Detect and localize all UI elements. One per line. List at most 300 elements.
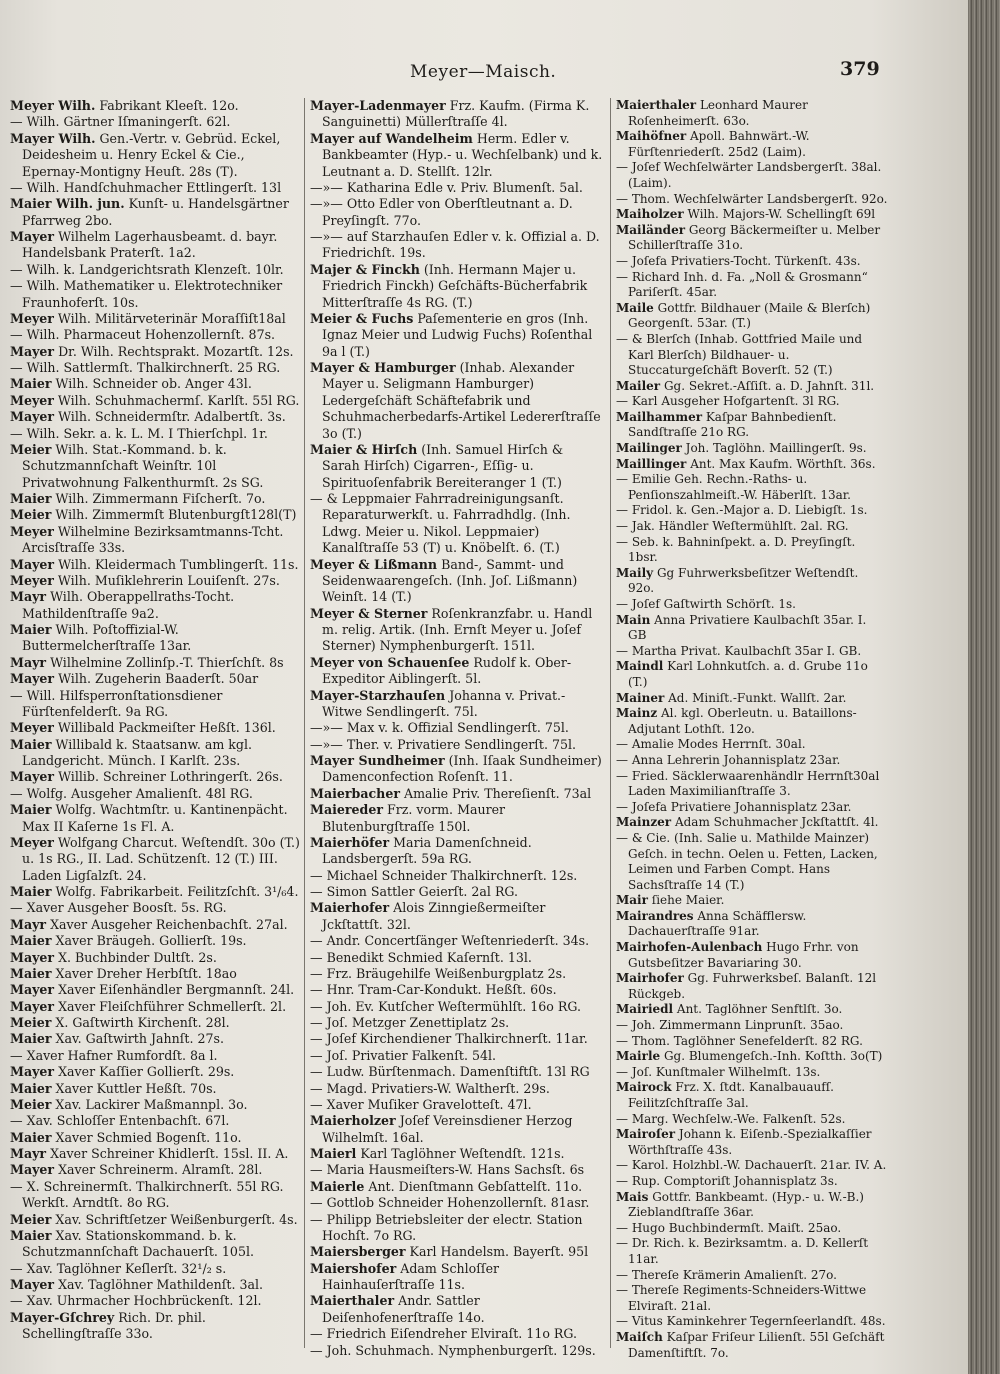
entry-details: Ant. Max Kaufm. Wörthſt. 36s. [686,456,876,471]
directory-entry [10,278,300,311]
directory-entry [310,1212,604,1245]
page-header [0,58,968,86]
entry-details: Andr. Sattler Deiſenhofenerſtraſſe 14o. [322,1293,485,1325]
entry-details: Wilh. Militärveterinär Moraſſiſt18al [53,310,286,326]
directory-entry [616,254,888,270]
entry-details: — Wilh. Mathematiker u. Elektrotechniker Fraunhoferſt. 10s. [10,278,283,310]
entry-details: —»— Max v. k. Offizial Sendlingerſt. 75l. [310,720,569,736]
entry-surname: Mayer Sundheimer [310,753,445,768]
entry-surname: Maierl [310,1146,357,1161]
entry-surname: Mayr [10,1146,47,1161]
entry-details: Hugo Frhr. von Gutsbeſitzer Bavariaring 30. [628,940,859,970]
directory-entry [10,114,300,130]
directory-entry [616,893,888,909]
entry-surname: Mayer-Gſchrey [10,1309,115,1325]
entry-details: Wolfgang Charcut. Weſtendſt. 30o (T.) u. 1s RG., II. Lad. Schützenſt. 12 (T.) III. Laden Ligſalzſt. 24. [22,834,300,883]
directory-entry [10,507,300,523]
directory-entry [616,160,888,191]
entry-details: Anna Privatiere Kaulbachſt 35ar. I. GB [628,612,867,643]
entry-surname: Majer & Finckh [310,261,420,277]
directory-entry [310,131,604,180]
entry-details: Wilh. Schneider ob. Anger 43l. [51,376,252,392]
entry-details: Gg Fuhrwerksbeſitzer Weſtendſt. 92o. [628,565,859,596]
entry-surname: Maiholzer [616,207,684,222]
directory-entry [310,1064,604,1080]
entry-surname: Maierthaler [310,1293,395,1309]
entry-surname: Meier [10,441,52,457]
entry-details: Karl Handelsm. Bayerſt. 95l [405,1244,589,1260]
directory-entry [616,644,888,660]
directory-entry [10,1310,300,1343]
entry-details: — Joſef Wechſelwärter Landsbergerſt. 38al. (Laim). [616,160,882,190]
directory-entry [310,196,604,229]
directory-entry [10,1261,300,1277]
directory-entry [10,737,300,770]
entry-details: — Emilie Geh. Rechn.-Raths- u. Penſionszahlmeiſt.-W. Häberlſt. 13ar. [616,472,851,502]
entry-details: Xaver Eiſenhändler Bergmannſt. 24l. [54,982,295,998]
entry-surname: Maier [10,1031,52,1047]
entry-details: Fabrikant Kleeſt. 12o. [95,98,239,113]
directory-entry [310,802,604,835]
entry-details: Roſenkranzfabr. u. Handl m. relig. Artik. (Inh. Ernſt Meyer u. Joſef Sterner) Nymphenburgerſt. 151l. [322,605,593,654]
directory-entry [616,1158,888,1174]
directory-entry [10,655,300,671]
directory-entry [616,535,888,566]
entry-details: — Thom. Wechſelwärter Landsbergerſt. 92o. [616,191,888,206]
entry-surname: Meier & Fuchs [310,310,414,326]
directory-entry [310,311,604,360]
directory-entry [10,622,300,655]
directory-entry [310,884,604,900]
directory-entry [310,1179,604,1195]
directory-entry [10,720,300,736]
entry-surname: Meier [10,1015,52,1030]
directory-entry [10,1015,300,1031]
entry-details: — Joſefa Privatiers-Tocht. Türkenſt. 43s. [616,253,861,268]
entry-details: — Wilh. Sattlermſt. Thalkirchnerſt. 25 RG. [10,360,281,375]
entry-surname: Meyer & Lißmann [310,556,438,572]
entry-details: — Friedrich Eiſendreher Elviraſt. 11o RG. [310,1326,578,1342]
entry-surname: Mayer [10,343,55,359]
entry-details: Xav. Stationskommand. b. k. Schutzmannſchaft Dachauerſt. 105l. [22,1227,254,1260]
entry-details: Gg. Sekret.-Aſſiſt. a. D. Jahnſt. 31l. [660,378,875,393]
entry-surname: Mayr [10,589,47,605]
directory-entry [10,1293,300,1309]
directory-entry [616,940,888,971]
entry-details: Willibald Packmeiſter Heßſt. 136l. [53,720,276,736]
entry-details: Xaver Schmied Bogenſt. 11o. [51,1129,242,1145]
entry-surname: Mailer [616,378,661,393]
entry-details: Xaver Bräugeh. Gollierſt. 19s. [51,933,247,949]
entry-details: Gottfr. Bildhauer (Maile & Blerſch) Georgenſt. 53ar. (T.) [628,300,871,331]
directory-entry [10,98,300,114]
entry-details: Rudolf k. Ober-Expeditor Aiblingerſt. 5l. [322,654,572,687]
directory-entry [616,566,888,597]
entry-details: Band-, Sammt- und Seidenwaarengeſch. (Inh. Joſ. Lißmann) Weinſt. 14 (T.) [322,556,578,605]
entry-surname: Mayer [10,949,55,965]
directory-entry [10,376,300,392]
entry-details: — Michael Schneider Thalkirchnerſt. 12s. [310,867,578,883]
directory-entry [616,1065,888,1081]
directory-entry [616,1080,888,1111]
directory-entry [616,270,888,301]
entry-surname: Maier [10,965,52,981]
directory-entry [10,900,300,916]
entry-details: X. Gaſtwirth Kirchenſt. 28l. [51,1015,230,1030]
entry-surname: Mayer [10,1162,55,1178]
directory-entry [10,1277,300,1293]
directory-entry [10,1113,300,1129]
directory-entry [616,223,888,254]
entry-details: — Joh. Schuhmach. Nymphenburgerſt. 129s. [310,1342,596,1358]
entry-surname: Meyer [10,572,54,588]
entry-surname: Mayer Wilh. [10,130,96,146]
directory-entry [310,1244,604,1260]
entry-details: — Xav. Taglöhner Keſlerſt. 32¹/₂ s. [10,1260,227,1276]
directory-entry [310,720,604,736]
directory-entry [10,884,300,900]
directory-entry [310,1081,604,1097]
entry-details: — Joſ. Kunſtmaler Wilhelmſt. 13s. [616,1064,821,1079]
directory-entry [616,800,888,816]
entry-details: Xaver Dreher Herbſtſt. 18ao [51,965,237,981]
entry-surname: Mayer [10,229,55,244]
directory-entry [616,1127,888,1158]
entry-surname: Maier Wilh. jun. [10,196,125,212]
directory-entry [10,393,300,409]
entry-details: Xaver Schreiner Khidlerſt. 15sl. II. A. [46,1146,289,1161]
entry-details: Rich. Dr. phil. Schellingſtraſſe 33o. [22,1309,206,1342]
entry-details: — Joſ. Metzger Zenettiplatz 2s. [310,1015,510,1030]
entry-details: — Philipp Betriebsleiter der electr. Station Hochſt. 7o RG. [310,1211,583,1243]
entry-surname: Mayer [10,409,55,425]
entry-details: Xaver Ausgeher Reichenbachſt. 27al. [46,916,288,932]
directory-entry [310,868,604,884]
entry-details: Wilh. Zimmermann Fiſcherſt. 7o. [51,491,266,506]
entry-details: — Andr. Concertſänger Weſtenriederſt. 34s. [310,933,590,949]
directory-entry [310,1048,604,1064]
entry-surname: Mayer & Hamburger [310,360,456,375]
entry-surname: Maier [10,933,52,949]
directory-entry [10,1048,300,1064]
entry-details: — & Leppmaier Fahrradreinigungsanſt. Reparaturwerkſt. u. Fahrradhdlg. (Inh. Ldwg. Meier u. Nikol. Leppmaier) Kanalſtraſſe 53 (T) u. Knöbelſt. 6. (T.) [310,491,571,556]
entry-details: —»— Ther. v. Privatiere Sendlingerſt. 75l. [310,736,577,752]
entry-surname: Meier [10,507,52,523]
directory-entry [10,1228,300,1261]
entry-details: Wilh. Muſiklehrerin Louiſenſt. 27s. [53,572,280,588]
entry-surname: Mainz [616,706,658,721]
entry-details: Ad. Miniſt.-Funkt. Wallſt. 2ar. [664,690,847,705]
entry-details: Leonhard Maurer Roſenheimerſt. 63o. [628,98,808,128]
directory-entry [310,229,604,262]
entry-surname: Mairoſer [616,1127,676,1142]
entry-surname: Mayer [10,1277,55,1292]
book-page-edges [968,0,1000,1374]
directory-entry [310,737,604,753]
entry-details: Paſementerie en gros (Inh. Ignaz Meier und Ludwig Fuchs) Roſenthal 9a l (T.) [322,310,593,359]
entry-details: — Xaver Ausgeher Boosſt. 5s. RG. [10,900,227,916]
entry-details: — Will. Hilfsperronſtationsdiener Fürſtenfelderſt. 9a RG. [10,687,223,719]
entry-surname: Mairhofen-Aulenbach [616,940,763,955]
directory-entry [310,786,604,802]
entry-details: — Thereſe Krämerin Amalienſt. 27o. [616,1267,837,1282]
directory-entry [10,524,300,557]
directory-entry [616,192,888,208]
entry-details: (Inh. Hermann Majer u. Friedrich Finckh) Geſchäfts-Bücherfabrik Mitterſtraſſe 4s RG. (T.) [322,261,588,310]
entry-details: — Ludw. Bürſtenmach. Damenſtiftſt. 13l RG [310,1064,590,1080]
directory-entry [310,262,604,311]
entry-details: — Wilh. Handſchuhmacher Ettlingerſt. 13l [10,179,282,195]
entry-surname: Maile [616,300,654,315]
entry-details: Joſef Vereinsdiener Herzog Wilhelmſt. 16al. [322,1113,573,1145]
entry-surname: Maiſch [616,1329,663,1344]
directory-entry [10,1031,300,1047]
entry-details: Amalie Priv. Thereſienſt. 73al [399,785,592,801]
entry-details: Wilh. Kleidermach Tumblingerſt. 11s. [54,556,299,572]
directory-entry [616,1174,888,1190]
entry-details: — Wilh. Gärtner Iſmaningerſt. 62l. [10,114,231,130]
running-title: Meyer—Maisch. [410,62,557,82]
entry-details: Joh. Taglöhn. Maillingerſt. 9s. [681,441,867,456]
directory-entry [616,1236,888,1267]
entry-details: Gg. Fuhrwerksbeſ. Balanſt. 12l Rückgeb. [628,971,877,1001]
entry-surname: Maier [10,884,52,899]
entry-details: Xav. Lackirer Maßmannpl. 3o. [51,1096,248,1112]
entry-surname: Meyer [10,720,54,736]
directory-entry [310,1326,604,1342]
entry-details: — Joh. Ev. Kutſcher Weſtermühlſt. 16o RG. [310,998,581,1014]
directory-entry [310,950,604,966]
entry-details: Frz. Kaufm. (Firma K. Sanguinetti) Müllerſtraſſe 4l. [322,98,590,130]
entry-details: Gottfr. Bankbeamt. (Hyp.- u. W.-B.) Zieblandſtraſſe 36ar. [628,1189,864,1220]
directory-entry [10,196,300,229]
directory-entry [616,379,888,395]
entry-surname: Mayer [10,769,55,785]
entry-details: — Anna Lehrerin Johannisplatz 23ar. [616,752,841,767]
directory-entry [310,1293,604,1326]
directory-entry [310,655,604,688]
directory-entry [310,491,604,557]
entry-details: Ant. Dienſtmann Gebſattelſt. 11o. [364,1178,583,1194]
entry-details: Wilh. Schneidermſtr. Adalbertſt. 3s. [54,409,286,425]
directory-entry [310,900,604,933]
entry-details: Maria Damenſchneid. Landsbergerſt. 59a RG. [322,834,532,867]
directory-entry [310,999,604,1015]
directory-entry [616,753,888,769]
directory-entry [10,344,300,360]
entry-details: — Fried. Säcklerwaarenhändlr Herrnſt30al Laden Maximilianſtraſſe 3. [616,768,880,799]
entry-surname: Meyer Wilh. [10,98,96,113]
column-rule-2 [610,98,611,1348]
directory-entry [10,180,300,196]
directory-entry [10,311,300,327]
entry-details: Xav. Taglöhner Mathildenſt. 3al. [54,1277,264,1292]
entry-details: —»— Katharina Edle v. Priv. Blumenſt. 5al. [310,179,583,195]
entry-surname: Maily [616,565,654,580]
entry-details: —»— Otto Edler von Oberſtleutnant a. D. Preyſingſt. 77o. [310,196,573,228]
entry-surname: Maindl [616,659,664,674]
entry-surname: Maierhofer [310,900,390,916]
entry-details: — Thereſe Regiments-Schneiders-Wittwe Elviraſt. 21al. [616,1283,867,1313]
entry-details: Kaſpar Friſeur Lilienſt. 55l Geſchäft Damenſtiftſt. 7o. [628,1329,885,1360]
entry-details: (Inh. Samuel Hirſch & Sarah Hirſch) Cigarren-, Eſſig- u. Spirituoſenfabrik Bereiteranger 1 (T.) [322,441,564,490]
entry-details: Wilh. Poſtoffizial-W. Buttermelcherſtraſſe 13ar. [22,622,192,654]
directory-entry [10,426,300,442]
entry-details: Wolfg. Wachtmſtr. u. Kantinenpächt. Max II Kaſerne 1s Fl. A. [22,802,288,834]
entry-surname: Mairhofer [616,971,684,986]
entry-details: — Vitus Kaminkehrer Tegernſeerlandſt. 48s. [616,1314,886,1329]
directory-entry [310,180,604,196]
directory-entry [10,1064,300,1080]
entry-surname: Main [616,612,651,627]
column-1 [10,98,300,1343]
entry-surname: Meyer von Schauenſee [310,654,470,670]
entry-surname: Mairle [616,1049,661,1064]
entry-surname: Mayer [10,556,55,572]
directory-entry [10,1162,300,1178]
entry-surname: Mais [616,1189,649,1204]
entry-details: Wilhelmine Bezirksamtmanns-Tcht. Arcisſtraſſe 33s. [22,523,284,556]
directory-entry [10,573,300,589]
directory-entry [616,597,888,613]
directory-entry [310,966,604,982]
entry-details: — Joſefa Privatiere Johannisplatz 23ar. [616,799,852,814]
entry-surname: Mayer-Starzhauſen [310,687,446,703]
entry-details: Xaver Fleiſchführer Schmellerſt. 2l. [54,998,287,1014]
entry-details: — Amalie Modes Herrnſt. 30al. [616,737,806,752]
directory-entry [10,933,300,949]
entry-details: — Martha Privat. Kaulbachſt 35ar I. GB. [616,643,862,658]
entry-details: — Marg. Wechſelw.-We. Falkenſt. 52s. [616,1111,846,1126]
entry-surname: Maier [10,1227,52,1243]
directory-entry [310,1195,604,1211]
directory-entry [616,706,888,737]
directory-entry [310,982,604,998]
directory-entry [10,131,300,180]
directory-entry [616,815,888,831]
entry-details: — Hugo Buchbindermſt. Maiſt. 25ao. [616,1220,842,1235]
directory-entry [10,835,300,884]
entry-details: — Gottlob Schneider Hohenzollernſt. 81asr. [310,1195,590,1211]
directory-entry [10,671,300,687]
entry-details: — Frz. Bräugehilfe Weißenburgplatz 2s. [310,965,567,981]
directory-entry [10,589,300,622]
directory-entry [616,831,888,893]
entry-details: Georg Bäckermeiſter u. Melber Schillerſtraſſe 31o. [628,222,881,253]
entry-surname: Mainzer [616,815,672,830]
directory-entry [10,1081,300,1097]
entry-details: X. Buchbinder Dultſt. 2s. [54,949,217,965]
directory-entry [310,442,604,491]
entry-surname: Maierhöfer [310,834,390,850]
entry-surname: Mair [616,893,648,908]
entry-details: — Hnr. Tram-Car-Kondukt. Heßſt. 60s. [310,982,557,998]
directory-entry [616,332,888,379]
entry-surname: Mayer-Ladenmayer [310,98,446,113]
directory-entry [616,207,888,223]
entry-surname: Mairandres [616,908,694,923]
directory-entry [10,491,300,507]
entry-details: Alois Zinngießermeiſter Jckſtattſt. 32l. [322,900,546,932]
entry-details: Wilh. Oberappellraths-Tocht. Mathildenſtraſſe 9a2. [22,589,235,621]
entry-details: Willib. Schreiner Lothringerſt. 26s. [54,769,283,785]
entry-surname: Meyer [10,523,54,539]
entry-details: — Seb. k. Bahninſpekt. a. D. Preyſingſt. 1bsr. [616,534,856,565]
entry-details: — Wilh. k. Landgerichtsrath Klenzeſt. 10lr. [10,261,284,277]
entry-surname: Maier [10,1129,52,1145]
directory-entry [10,327,300,343]
entry-details: Gg. Blumengeſch.-Inh. Koſtth. 3o(T) [660,1049,883,1064]
entry-surname: Maierle [310,1178,365,1194]
directory-entry [310,1031,604,1047]
directory-entry [10,950,300,966]
directory-entry [10,557,300,573]
entry-surname: Maier [10,802,52,818]
entry-details: — Joh. Zimmermann Linprunſt. 35ao. [616,1018,844,1033]
directory-entry [616,1018,888,1034]
entry-surname: Mayer [10,998,55,1014]
directory-entry [10,688,300,721]
entry-surname: Mailänder [616,222,686,237]
directory-entry [616,410,888,441]
entry-details: — Dr. Rich. k. Bezirksamtm. a. D. Kellerſt 11ar. [616,1236,869,1266]
entry-details: Johanna v. Privat.-Witwe Sendlingerſt. 75l. [322,687,566,719]
directory-entry [616,971,888,1002]
directory-entry [10,1130,300,1146]
entry-surname: Maier & Hirſch [310,441,418,457]
entry-details: — & Blerſch (Inhab. Gottfried Maile und Karl Blerſch) Bildhauer- u. Stuccaturgeſchäft Boverſt. 52 (T.) [616,331,863,378]
entry-details: Willibald k. Staatsanw. am kgl. Landgericht. Münch. I Karlſt. 23s. [22,736,253,768]
entry-details: Wilhelmine Zollinſp.-T. Thierſchſt. 8s [46,654,284,670]
entry-details: — Xav. Schloſſer Entenbachſt. 67l. [10,1113,230,1129]
entry-details: — Thom. Taglöhner Senefelderſt. 82 RG. [616,1033,863,1048]
entry-surname: Mailinger [616,441,682,456]
page-number: 379 [840,58,880,80]
directory-entry [616,1283,888,1314]
directory-entry [310,753,604,786]
entry-surname: Meyer [10,310,54,326]
entry-details: Wilh. Majors-W. Schellingſt 69l [683,207,876,222]
entry-surname: Mairiedl [616,1002,674,1017]
entry-surname: Mayr [10,916,47,932]
directory-entry [10,966,300,982]
entry-details: Kaſpar Bahnbedienſt. Sandſtraſſe 21o RG. [628,409,837,440]
directory-entry [310,1146,604,1162]
directory-entry [616,129,888,160]
entry-details: — Joſef Kirchendiener Thalkirchnerſt. 11ar. [310,1031,588,1047]
entry-details: Wilh. Zugeherin Baaderſt. 50ar [54,671,259,687]
entry-details: Frz. vorm. Maurer Blutenburgſtraſſe 150l. [322,802,506,834]
directory-entry [10,1097,300,1113]
entry-details: Wolfg. Fabrikarbeit. Feilitzſchſt. 3¹/₆4. [51,884,299,899]
entry-details: Wilhelm Lagerhausbeamt. d. bayr. Handelsbank Praterſt. 1a2. [22,229,278,261]
directory-entry [310,1162,604,1178]
directory-entry [616,769,888,800]
entry-details: Karl Taglöhner Weſtendſt. 121s. [356,1146,565,1161]
directory-entry [310,933,604,949]
entry-surname: Maiersberger [310,1244,406,1260]
entry-details: — Wolfg. Ausgeher Amalienſt. 48l RG. [10,785,253,801]
entry-details: — Fridol. k. Gen.-Major a. D. Liebigſt. 1s. [616,503,868,518]
directory-entry [310,1261,604,1294]
directory-entry [616,1268,888,1284]
directory-entry [616,613,888,644]
directory-entry [616,1314,888,1330]
entry-details: Herm. Edler v. Bankbeamter (Hyp.- u. Wechſelbank) und k. Leutnant a. D. Stellſt. 12lr. [322,130,603,179]
directory-entry [10,786,300,802]
entry-details: Anna Schäfflersw. Dachauerſtraſſe 91ar. [628,908,807,939]
entry-details: — Xaver Hafner Rumfordſt. 8a l. [10,1047,218,1063]
